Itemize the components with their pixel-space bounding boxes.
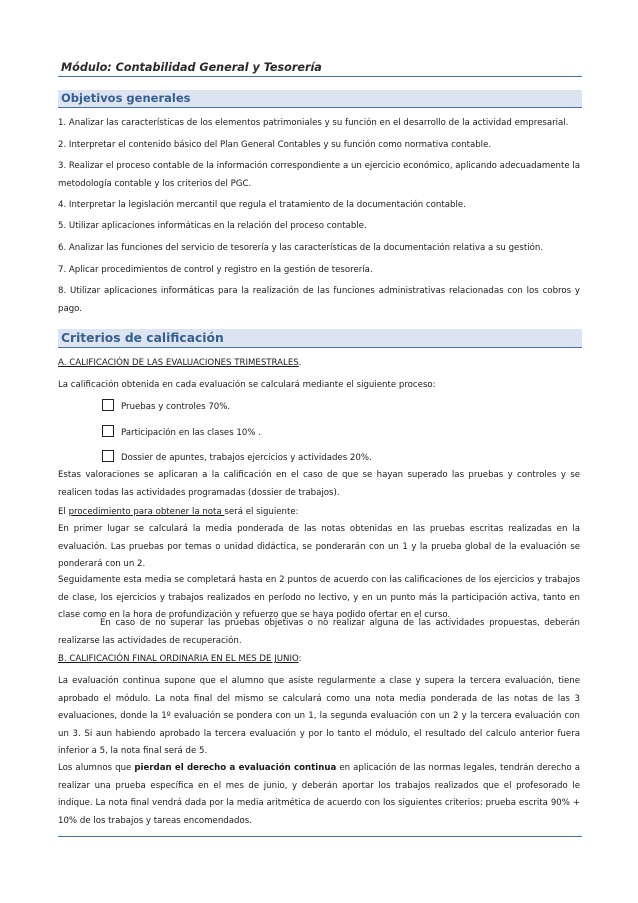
proc-post: será el siguiente: (224, 507, 299, 517)
section-a-title-end: . (298, 358, 302, 368)
bullet-text: Dossier de apuntes, trabajos ejercicios y actividades 20%. (121, 453, 372, 463)
section-a-title (58, 355, 580, 373)
objetivo-3: 3. Realizar el proceso contable de la información correspondiente a un ejercicio económico, aplicando adecuadamente la metodología contable y los criterios del PGC. (58, 161, 580, 189)
checkbox-icon (102, 425, 114, 437)
objetivo-5: 5. Utilizar aplicaciones informáticas en la relación del proceso contable. (58, 221, 367, 231)
b-p2-pre: Los alumnos que (58, 763, 135, 773)
objetivo-7: 7. Aplicar procedimientos de control y registro en la gestión de tesorería. (58, 265, 373, 275)
objetivo-6: 6. Analizar las funciones del servicio de tesorería y las características de la documentación relativa a su gestión. (58, 243, 544, 253)
b-p2-post: en aplicación de las normas legales, tendrán derecho a realizar una prueba específica en el mes de junio, y deberán aportar los trabajos realizados que el profesorado le indique. La nota final vendrá dada por la media aritmética de acuerdo con los siguientes criterios: prueba escrita 90% + 10% de los trabajos y tareas encomendados. (58, 763, 580, 826)
section-b-paragraph-2 (58, 760, 580, 830)
procedimiento-paragraph-3: En caso de no superar las pruebas objetivas o no realizar alguna de las actividades propuestas, deberán realizarse las actividades de recuperación. (58, 618, 580, 646)
objetivos-heading: Objetivos generales (58, 90, 582, 108)
bottom-divider (58, 836, 582, 837)
section-a-intro: La calificación obtenida en cada evaluación se calculará mediante el siguiente proceso: (58, 380, 436, 390)
bullet-item (102, 450, 372, 465)
section-a-title-text: A. CALIFICACIÓN DE LAS EVALUACIONES TRIMESTRALES (58, 358, 299, 368)
bullet-text: Pruebas y controles 70%. (121, 402, 231, 412)
bullet-item (102, 425, 261, 440)
proc-link: procedimiento para obtener la nota (68, 507, 225, 517)
bullet-text: Participación en las clases 10% . (121, 428, 261, 438)
module-title: Módulo: Contabilidad General y Tesorería (58, 61, 582, 77)
checkbox-icon (102, 399, 114, 411)
section-b-title-text: B. CALIFICACIÓN FINAL ORDINARIA EN EL MES DE JUNIO (58, 654, 299, 664)
bullet-item (102, 399, 230, 414)
procedimiento-line (58, 504, 580, 522)
objetivo-2: 2. Interpretar el contenido básico del Plan General Contables y su función como normativa contable. (58, 140, 492, 150)
procedimiento-paragraph-1: En primer lugar se calculará la media ponderada de las notas obtenidas en las pruebas escritas realizadas en la evaluación. Las pruebas por temas o unidad didáctica, se ponderarán con un 1 y la prueba global de la evaluación se ponderará con un 2. (58, 524, 580, 569)
objetivo-8: 8. Utilizar aplicaciones informáticas para la realización de las funciones administrativas relacionadas con los cobros y pago. (58, 286, 580, 314)
valoraciones-paragraph: Estas valoraciones se aplicaran a la calificación en el caso de que se hayan superado las pruebas y controles y se realicen todas las actividades programadas (dossier de trabajos). (58, 470, 580, 498)
objetivo-4: 4. Interpretar la legislación mercantil que regula el tratamiento de la documentación contable. (58, 200, 466, 210)
section-b-title (58, 651, 580, 669)
b-p2-bold: pierdan el derecho a evaluación continua (134, 763, 337, 773)
section-b-paragraph-1: La evaluación continua supone que el alumno que asiste regularmente a clase y supera la tercera evaluación, tiene aprobado el módulo. La nota final del mismo se calculará como una nota media ponderada de las notas de las 3 evaluaciones, donde la 1º evaluación se pondera con un 1, la segunda evaluación con un 2 y la tercera evaluación con un 3. Si aun habiendo aprobado la tercera evaluación y por lo tanto el módulo, el resultado del calculo anterior fuera inferior a 5, la nota final será de 5. (58, 676, 580, 756)
criterios-heading: Criterios de calificación (58, 329, 582, 348)
objetivo-1: 1. Analizar las características de los elementos patrimoniales y su función en el desarrollo de la actividad empresarial. (58, 118, 569, 128)
proc-pre: El (58, 507, 69, 517)
checkbox-icon (102, 450, 114, 462)
section-b-title-end: : (298, 654, 302, 664)
procedimiento-paragraph-2: Seguidamente esta media se completará hasta en 2 puntos de acuerdo con las calificaciones de los ejercicios y trabajos de clase, los ejercicios y trabajos realizados en período no lectivo, y en un punto más la participación activa, tanto en clase como en la hora de profundización y refuerzo que se haya podido ofertar en el curso. (58, 575, 580, 620)
